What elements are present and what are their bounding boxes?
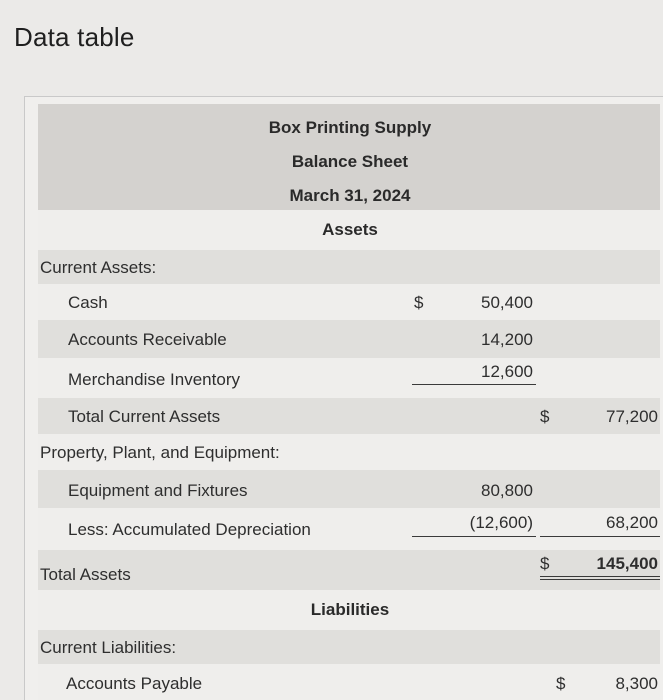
ppe-net-underline	[540, 536, 660, 537]
total-current-assets-label: Total Current Assets	[68, 407, 221, 426]
accounts-payable-label: Accounts Payable	[66, 674, 203, 693]
ar-label: Accounts Receivable	[68, 330, 227, 349]
statement-date: March 31, 2024	[289, 186, 411, 205]
depreciation-underline	[412, 536, 536, 537]
total-current-assets-amount: 77,200	[606, 407, 658, 426]
company-name: Box Printing Supply	[268, 118, 432, 137]
total-assets-dollar-sign: $	[540, 554, 550, 573]
total-assets-double-underline	[540, 576, 660, 580]
equipment-amount: 80,800	[481, 481, 533, 500]
equipment-label: Equipment and Fixtures	[68, 481, 248, 500]
total-current-assets-dollar-sign: $	[540, 407, 550, 426]
assets-heading: Assets	[322, 220, 378, 239]
liabilities-heading: Liabilities	[310, 600, 390, 619]
current-assets-label: Current Assets:	[40, 258, 157, 277]
inventory-label: Merchandise Inventory	[68, 370, 240, 389]
cash-label: Cash	[68, 293, 108, 312]
ppe-label: Property, Plant, and Equipment:	[40, 443, 280, 462]
total-assets-amount: 145,400	[596, 554, 658, 573]
ppe-net-amount: 68,200	[606, 513, 658, 532]
total-assets-label: Total Assets	[40, 565, 131, 584]
current-liabilities-label: Current Liabilities:	[40, 638, 177, 657]
depreciation-amount: (12,600)	[469, 513, 533, 532]
statement-title: Balance Sheet	[291, 152, 409, 171]
accounts-payable-amount: 8,300	[615, 674, 658, 693]
inventory-underline	[412, 384, 536, 385]
depreciation-label: Less: Accumulated Depreciation	[68, 520, 311, 539]
cash-dollar-sign: $	[414, 293, 424, 312]
inventory-amount: 12,600	[481, 362, 533, 381]
accounts-payable-dollar-sign: $	[556, 674, 566, 693]
page-title: Data table	[14, 22, 135, 52]
cash-amount: 50,400	[481, 293, 533, 312]
cash-row	[38, 284, 660, 320]
ar-amount: 14,200	[481, 330, 533, 349]
